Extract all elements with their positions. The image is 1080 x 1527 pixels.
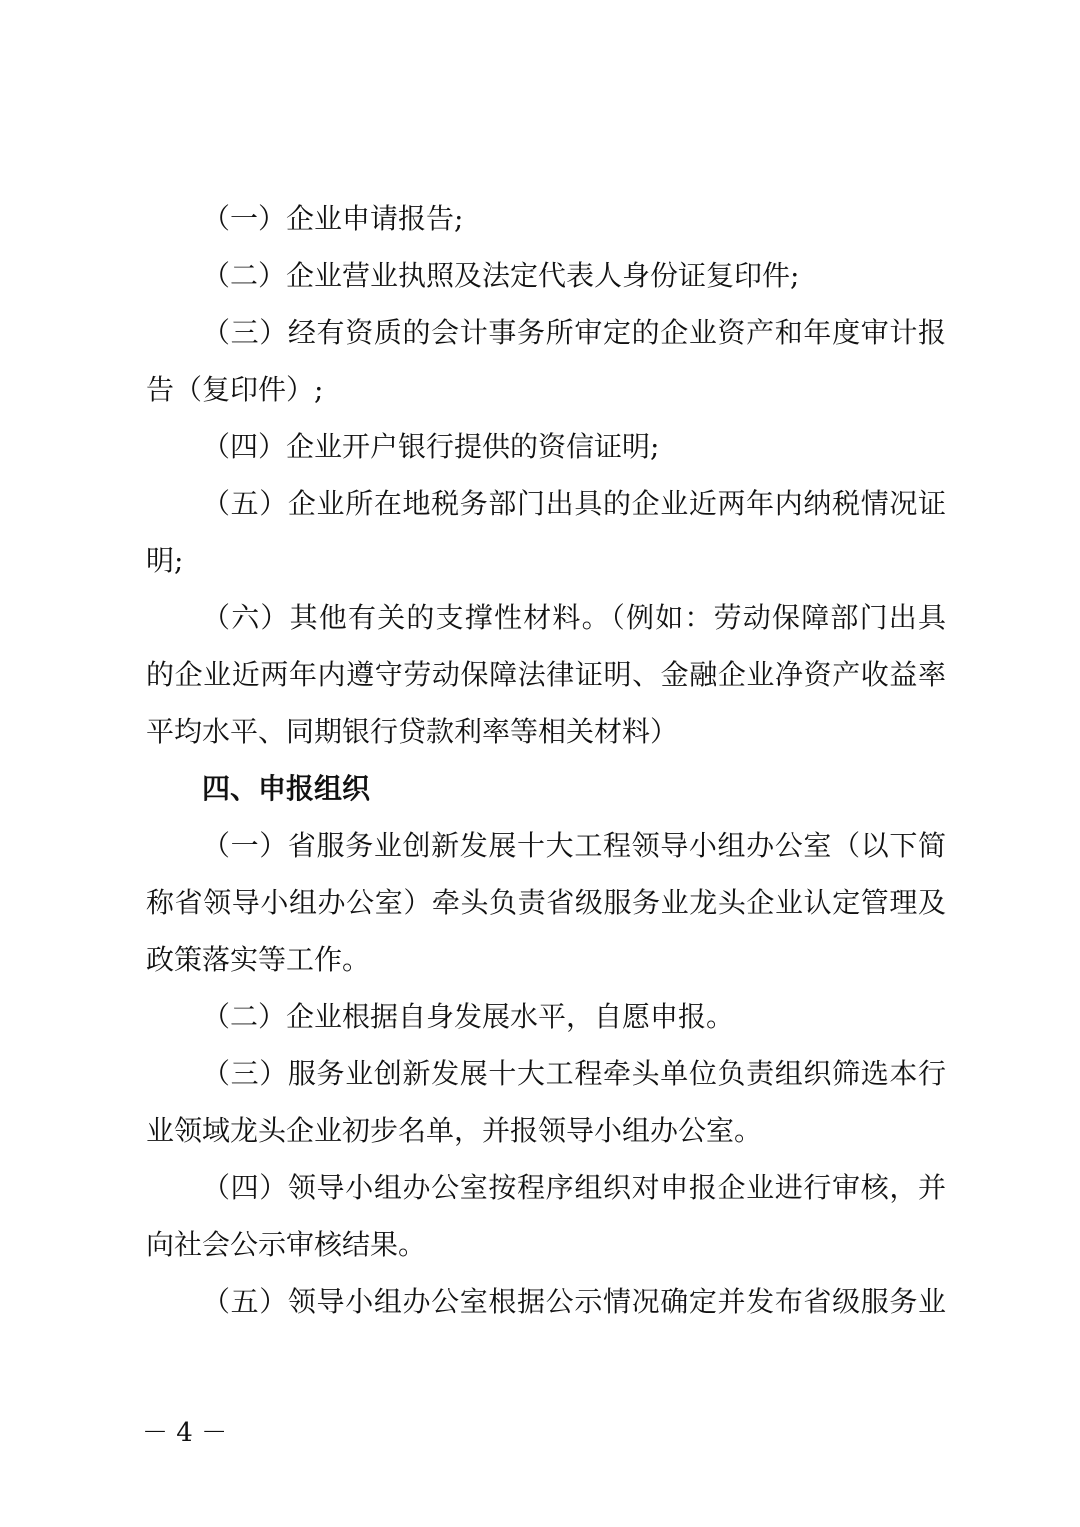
org-item-leading-office-end: 政策落实等工作。 — [146, 943, 371, 976]
list-item-supporting-materials-end: 平均水平、同期银行贷款利率等相关材料） — [146, 715, 679, 748]
org-item-review: （四）领导小组办公室按程序组织对申报企业进行审核，并 — [202, 1171, 946, 1204]
list-item-business-license: （二）企业营业执照及法定代表人身份证复印件; — [202, 259, 800, 292]
section-heading: 四、申报组织 — [202, 772, 371, 805]
org-item-review-cont: 向社会公示审核结果。 — [146, 1228, 427, 1261]
org-item-voluntary-application: （二）企业根据自身发展水平，自愿申报。 — [202, 1000, 735, 1033]
list-item-tax-certificate: （五）企业所在地税务部门出具的企业近两年内纳税情况证 — [202, 487, 946, 520]
list-item-tax-certificate-cont: 明; — [146, 544, 184, 577]
page-number: － 4 － — [142, 1418, 228, 1448]
org-item-publication: （五）领导小组办公室根据公示情况确定并发布省级服务业 — [202, 1285, 946, 1318]
list-item-credit-certificate: （四）企业开户银行提供的资信证明; — [202, 430, 660, 463]
list-item-audit-report: （三）经有资质的会计事务所审定的企业资产和年度审计报 — [202, 316, 946, 349]
list-item-supporting-materials-cont: 的企业近两年内遵守劳动保障法律证明、金融企业净资产收益率 — [146, 658, 946, 691]
org-item-leading-office: （一）省服务业创新发展十大工程领导小组办公室（以下简 — [202, 829, 946, 862]
org-item-screening: （三）服务业创新发展十大工程牵头单位负责组织筛选本行 — [202, 1057, 946, 1090]
list-item-application-report: （一）企业申请报告; — [202, 202, 464, 235]
org-item-leading-office-cont: 称省领导小组办公室）牵头负责省级服务业龙头企业认定管理及 — [146, 886, 946, 919]
document-body — [146, 190, 946, 1330]
org-item-screening-cont: 业领域龙头企业初步名单，并报领导小组办公室。 — [146, 1114, 763, 1147]
list-item-supporting-materials: （六）其他有关的支撑性材料。（例如：劳动保障部门出具 — [202, 601, 946, 634]
list-item-audit-report-cont: 告（复印件）; — [146, 373, 324, 406]
